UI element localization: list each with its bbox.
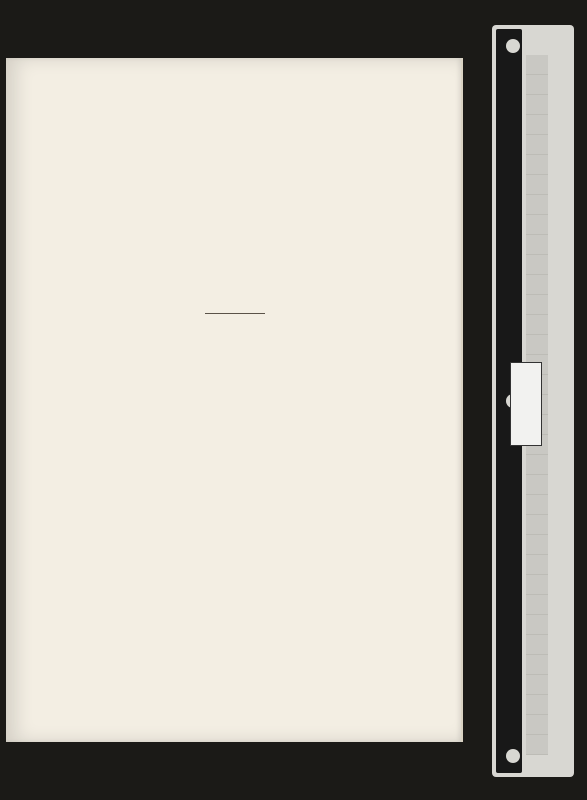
- ruler-patch: [510, 362, 542, 446]
- document-page: [6, 58, 463, 742]
- card-hole: [506, 39, 520, 53]
- section-divider: [205, 313, 265, 314]
- card-caption: [558, 40, 572, 760]
- pencil-mark: [391, 98, 419, 138]
- card-hole: [506, 749, 520, 763]
